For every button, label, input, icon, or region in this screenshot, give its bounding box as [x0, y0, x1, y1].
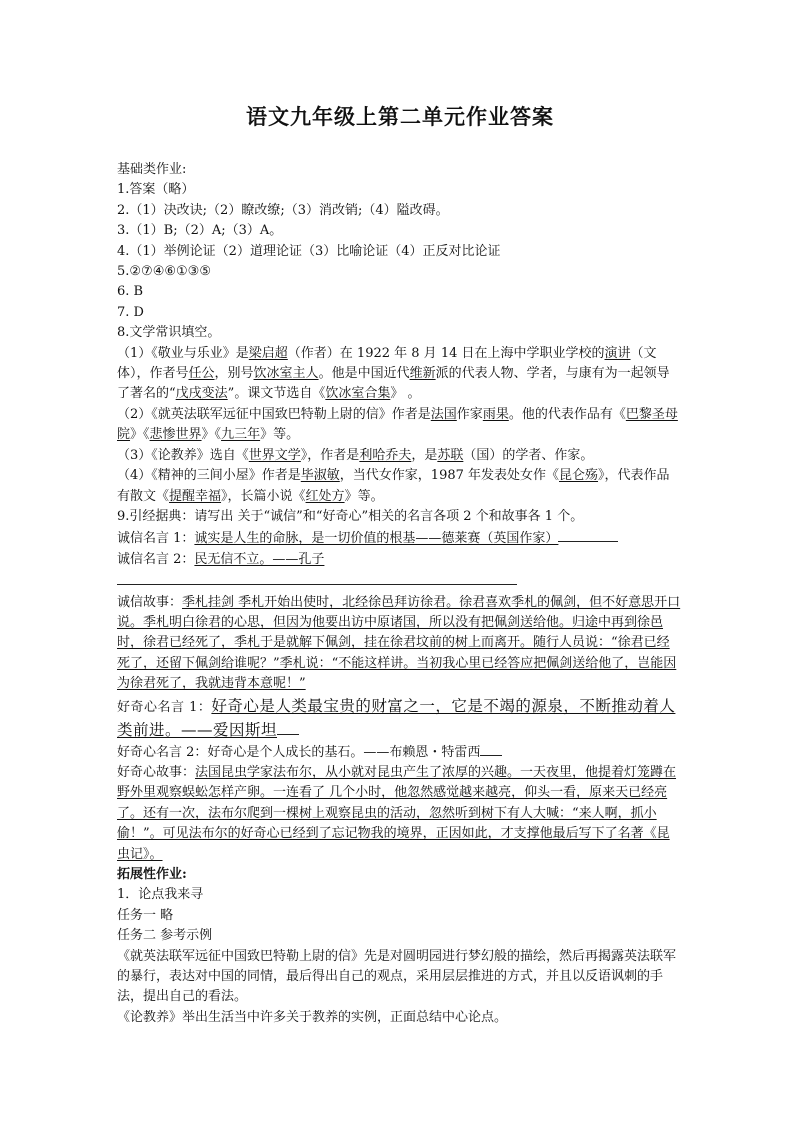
- text-run: 派的代表人物、学者，与康有为一起领导了著名的“: [117, 366, 670, 402]
- fill-answer: 饮冰室合集: [325, 386, 391, 402]
- answer-4: 4.（1）举例论证（2）道理论证（3）比喻论证（4）正反对比论证: [117, 243, 501, 259]
- label: 诚信名言 2：: [117, 551, 195, 567]
- text-run: （2）《就英法联军远征中国致巴特勒上尉的信》作者是: [117, 406, 431, 422]
- text-run: 》等。: [260, 427, 300, 443]
- honesty-story: [117, 593, 682, 695]
- answer-1: 1.答案（略）: [117, 182, 195, 198]
- text-run: ，当代女作家，1987 年发表处女作《: [339, 468, 560, 484]
- fill-answer: 昆仑殇: [559, 468, 599, 484]
- answer-3: 3.（1）B;（2）A;（3）A。: [117, 223, 283, 239]
- blank-line: [480, 741, 502, 756]
- text-run: （3）《论教养》选自《: [117, 447, 249, 463]
- honesty-quote-2: [117, 550, 682, 593]
- text-run: （4）《精神的三间小屋》作者是: [117, 468, 301, 484]
- quote-text: 诚实是人生的命脉，是一切价值的根基——德莱赛（英国作家）: [194, 531, 559, 547]
- text-run: 》等。: [344, 488, 384, 504]
- fill-answer: 悲惨世界: [149, 427, 202, 443]
- task-2: 任务二 参考示例: [117, 928, 213, 944]
- fill-answer: 九三年: [221, 427, 261, 443]
- text-run: 》《: [130, 427, 150, 443]
- fill-answer: 戊戌变法: [175, 386, 228, 402]
- answer-2: 2.（1）决改诀;（2）瞭改缭;（3）消改销;（4）隘改碍。: [117, 202, 449, 218]
- fill-answer: 法国: [430, 406, 457, 422]
- fill-answer: 饮冰室主人: [253, 366, 319, 382]
- text-run: 》，长篇小说《: [221, 488, 306, 504]
- extended-heading: 拓展性作业:: [117, 867, 187, 882]
- story-text: 季札挂剑 季札开始出使时，北经徐邑拜访徐君。徐君喜欢季札的佩剑，但不好意思开口说。季札明白徐君的心思，但因为他要出访中原诸国，所以没有把佩剑送给他。归途中再到徐邑时，徐君已经死了，季札于是就解下佩剑，挂在徐君坟前的树上而离开。随行人员说：“徐君已经死了，还留下佩剑给谁呢？”季札说：“不能这样讲。当初我心里已经答应把佩剑送给他了，岂能因为徐君死了，我就违背本意呢！”: [117, 594, 681, 692]
- story-text: 法国昆虫学家法布尔，从小就对昆虫产生了浓厚的兴趣。一天夜里，他提着灯笼蹲在野外里观察蜈蚣怎样产卵。一连看了 几个小时，他忽然感觉越来越亮，仰头一看，原来天已经亮了。还有一次，法布尔爬到一棵树上观察昆虫的活动，忽然听到树下有人大喊：“来人啊，抓小偷！”。可见法布尔的好奇心已经到了忘记物我的境界，正因如此，才支撑他最后写下了名著《昆虫记》。: [117, 764, 677, 862]
- curiosity-quote-1: [117, 695, 682, 741]
- fill-answer: 梁启超: [248, 345, 288, 361]
- answer-7: 7. D: [117, 304, 144, 320]
- fill-answer: 世界文学: [248, 447, 301, 463]
- text-run: 。他的代表作品有《: [508, 406, 626, 422]
- text-run: 。他是中国近代: [318, 366, 410, 382]
- answer-8-1: [117, 344, 682, 405]
- answer-8-3: [117, 446, 682, 466]
- curiosity-quote-2: [117, 741, 682, 763]
- blank-line: [117, 570, 517, 585]
- extended-paragraph-2: 《论教养》举出生活当中许多关于教养的实例，正面总结中心论点。: [117, 1009, 508, 1025]
- fill-answer: 巴黎圣母院: [117, 406, 678, 443]
- answer-8-4: [117, 466, 682, 507]
- text-run: 》 。: [390, 386, 421, 402]
- text-run: （1）《敬业与乐业》是: [117, 345, 249, 361]
- text-run: ”。课文节选自《: [227, 386, 326, 402]
- honesty-quote-1: [117, 527, 682, 549]
- label: 诚信名言 1：: [117, 531, 195, 547]
- fill-answer: 利哈乔夫: [359, 447, 412, 463]
- blank-line: [558, 527, 618, 542]
- label: 好奇心名言 1：: [117, 699, 212, 715]
- answer-8-heading: 8.文学常识填空。: [117, 325, 221, 341]
- text-run: ，别号: [214, 366, 254, 382]
- quote-text: 民无信不立。——孔子: [194, 551, 325, 567]
- fill-answer: 红处方: [305, 488, 345, 504]
- label: 诚信故事：: [117, 594, 183, 610]
- fill-answer: 提醒幸福: [169, 488, 222, 504]
- fill-answer: 苏联: [437, 447, 464, 463]
- blank-line: [277, 720, 299, 735]
- extended-item-1: 1．论点我来寻: [117, 887, 204, 903]
- task-1: 任务一 略: [117, 907, 174, 923]
- text-run: 》，作者是: [300, 447, 360, 463]
- curiosity-story: [117, 763, 682, 865]
- fill-answer: 演讲: [604, 345, 631, 361]
- fill-answer: 雨果: [482, 406, 509, 422]
- text-run: 》《: [201, 427, 222, 443]
- basic-heading: 基础类作业:: [117, 162, 187, 177]
- text-run: 》，代表作品有散文《: [117, 468, 670, 504]
- label: 好奇心名言 2：: [117, 744, 208, 760]
- fill-answer: 维新: [409, 366, 436, 382]
- quote-text: 好奇心是人类最宝贵的财富之一，它是不竭的源泉，不断推动着人类前进。——爱因斯坦: [117, 696, 676, 739]
- fill-answer: 任公: [188, 366, 215, 382]
- text-run: （文体），作者号: [117, 345, 657, 382]
- answer-8-2: [117, 405, 682, 446]
- text-run: （作者）在 1922 年 8 月 14 日在上海中学职业学校的: [287, 345, 605, 361]
- text-run: （国）的学者、作家。: [463, 447, 594, 463]
- answer-6: 6. B: [117, 284, 144, 300]
- text-run: ，是: [411, 447, 438, 463]
- quote-text: 好奇心是个人成长的基石。——布赖恩・特雷西: [207, 744, 481, 760]
- extended-paragraph-1: 《就英法联军远征中国致巴特勒上尉的信》先是对圆明园进行梦幻般的描绘，然后再揭露英法联军的暴行，表达对中国的同情，最后得出自己的观点，采用层层推进的方式，并且以反语讽刺的手法，提出自己的看法。: [117, 948, 677, 1005]
- text-run: 作家: [456, 406, 483, 422]
- document-body: [117, 160, 682, 1028]
- fill-answer: 毕淑敏: [300, 468, 340, 484]
- answer-5: 5.②⑦④⑥①③⑤: [117, 264, 211, 280]
- label: 好奇心故事：: [117, 764, 196, 780]
- answer-9: 9.引经据典：请写出 关于“诚信”和“好奇心”相关的名言各项 2 个和故事各 1 个。: [117, 508, 584, 524]
- page-title: 语文九年级上第二单元作业答案: [246, 105, 554, 129]
